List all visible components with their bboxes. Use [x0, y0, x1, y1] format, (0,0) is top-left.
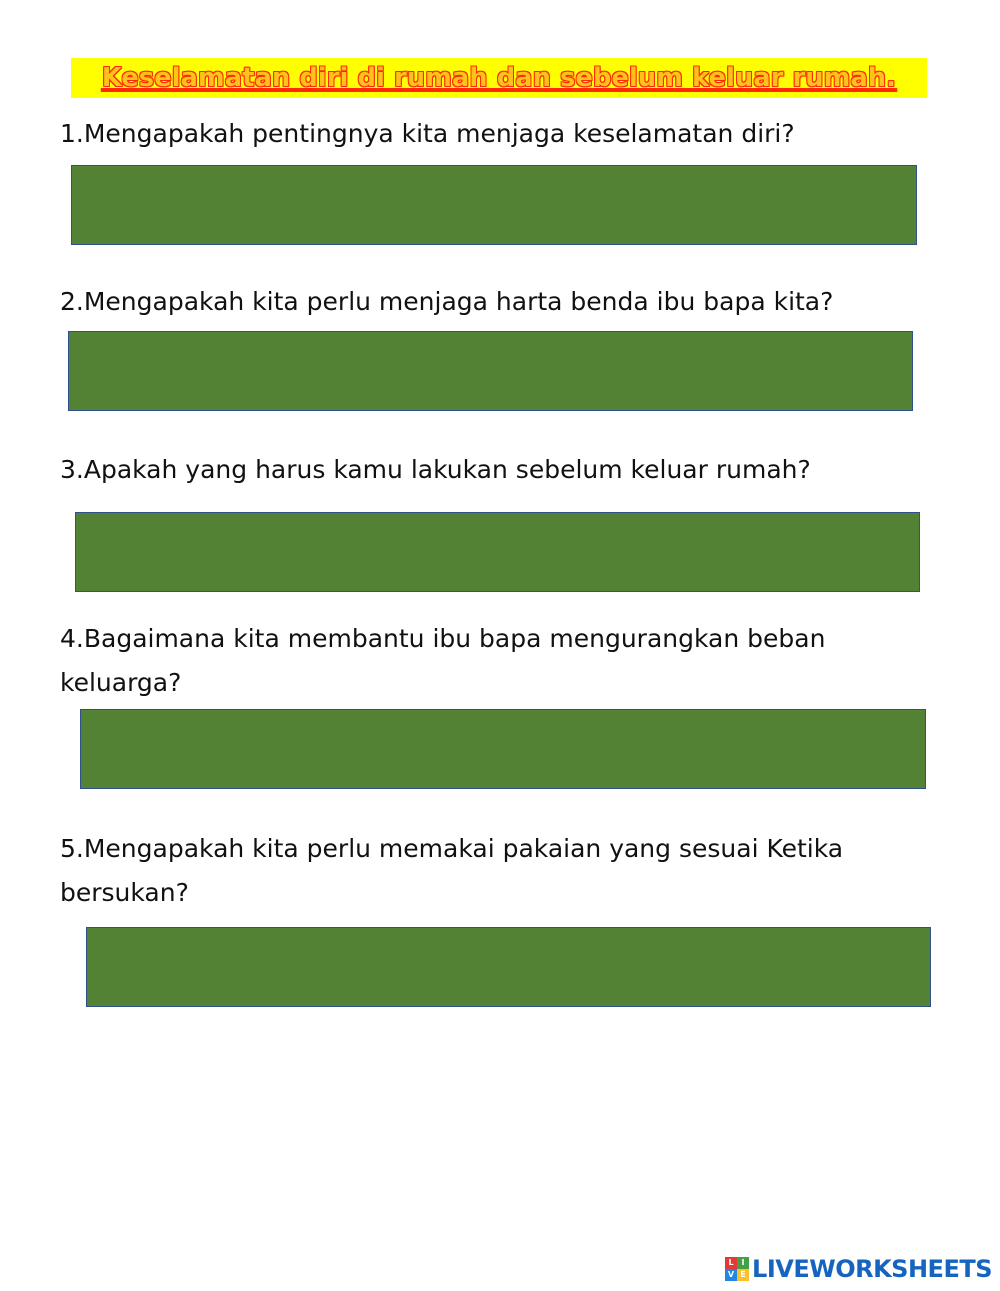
answer-box-5[interactable]	[86, 927, 931, 1007]
answer-box-1[interactable]	[71, 165, 917, 245]
answer-box-2[interactable]	[68, 331, 913, 411]
question-1: 1.Mengapakah pentingnya kita menjaga keselamatan diri?	[60, 119, 795, 148]
answer-box-3[interactable]	[75, 512, 920, 592]
logo-letter-e: E	[737, 1269, 749, 1281]
question-3: 3.Apakah yang harus kamu lakukan sebelum keluar rumah?	[60, 455, 811, 484]
question-2: 2.Mengapakah kita perlu menjaga harta benda ibu bapa kita?	[60, 287, 834, 316]
brand-name: LIVEWORKSHEETS	[752, 1255, 992, 1283]
liveworksheets-brand	[725, 1253, 992, 1285]
logo-letter-l: L	[725, 1257, 737, 1269]
worksheet-title: Keselamatan diri di rumah dan sebelum keluar rumah.	[71, 58, 927, 98]
question-5: 5.Mengapakah kita perlu memakai pakaian yang sesuai Ketika bersukan?	[60, 834, 844, 907]
question-4: 4.Bagaimana kita membantu ibu bapa mengurangkan beban keluarga?	[60, 624, 826, 697]
logo-letter-i: I	[737, 1257, 749, 1269]
liveworksheets-logo-icon	[725, 1257, 749, 1281]
answer-box-4[interactable]	[80, 709, 926, 789]
logo-letter-v: V	[725, 1269, 737, 1281]
